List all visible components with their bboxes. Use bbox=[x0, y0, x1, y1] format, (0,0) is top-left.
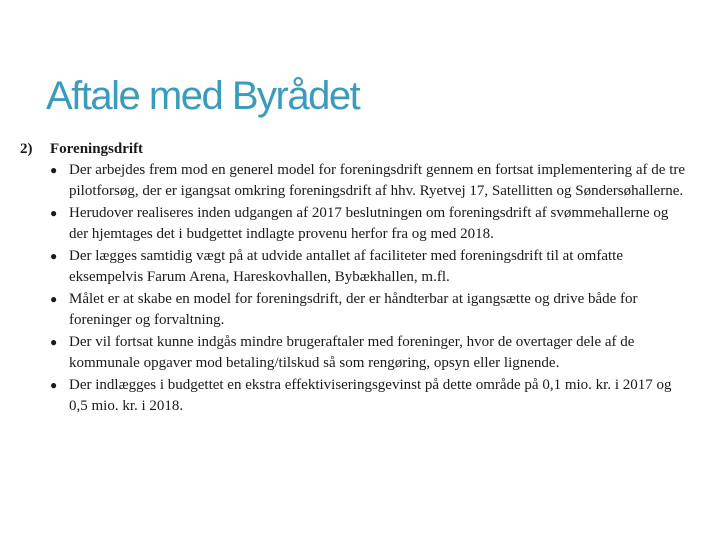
slide-title: Aftale med Byrådet bbox=[46, 74, 360, 118]
list-item bbox=[20, 203, 689, 245]
section-heading bbox=[20, 140, 700, 158]
list-item bbox=[20, 375, 689, 417]
bullet-dot-icon: ● bbox=[50, 206, 58, 220]
list-item-text: Der vil fortsat kunne indgås mindre brugeraftaler med foreninger, hvor de overtager dele af de kommunale opgaver mod betaling/tilskud så som rengøring, opsyn eller lignende. bbox=[69, 334, 635, 371]
list-item bbox=[20, 332, 689, 374]
list-item-text: Målet er at skabe en model for foreningsdrift, der er håndterbar at igangsætte og drive både for foreninger og forvaltning. bbox=[69, 291, 638, 328]
list-item-text: Der indlægges i budgettet en ekstra effektiviseringsgevinst på dette område på 0,1 mio. kr. i 2017 og 0,5 mio. kr. i 2018. bbox=[69, 377, 672, 414]
section-title: Foreningsdrift bbox=[50, 141, 144, 157]
list-item-text: Herudover realiseres inden udgangen af 2017 beslutningen om foreningsdrift af svømmehallerne og der hjemtages det i budgettet indlagte provenu herfor fra og med 2018. bbox=[69, 205, 669, 242]
bullet-dot-icon: ● bbox=[50, 378, 58, 392]
bullet-dot-icon: ● bbox=[50, 335, 58, 349]
list-item-text: Der lægges samtidig vægt på at udvide antallet af faciliteter med foreningsdrift til at omfatte eksempelvis Farum Arena, Hareskovhallen, Bybækhallen, m.fl. bbox=[69, 248, 623, 285]
list-item bbox=[20, 289, 689, 331]
foreningsdrift-section bbox=[20, 140, 700, 418]
bullet-dot-icon: ● bbox=[50, 249, 58, 263]
list-item bbox=[20, 160, 689, 202]
bullet-dot-icon: ● bbox=[50, 292, 58, 306]
bullet-dot-icon: ● bbox=[50, 163, 58, 177]
section-number: 2) bbox=[20, 141, 33, 157]
list-item bbox=[20, 246, 689, 288]
bullet-list bbox=[20, 160, 700, 417]
list-item-text: Der arbejdes frem mod en generel model for foreningsdrift gennem en fortsat implementering af de tre pilotforsøg, der er igangsat omkring foreningsdrift af hhv. Ryetvej 17, Satellitten og Søndersøhallerne. bbox=[69, 162, 686, 199]
